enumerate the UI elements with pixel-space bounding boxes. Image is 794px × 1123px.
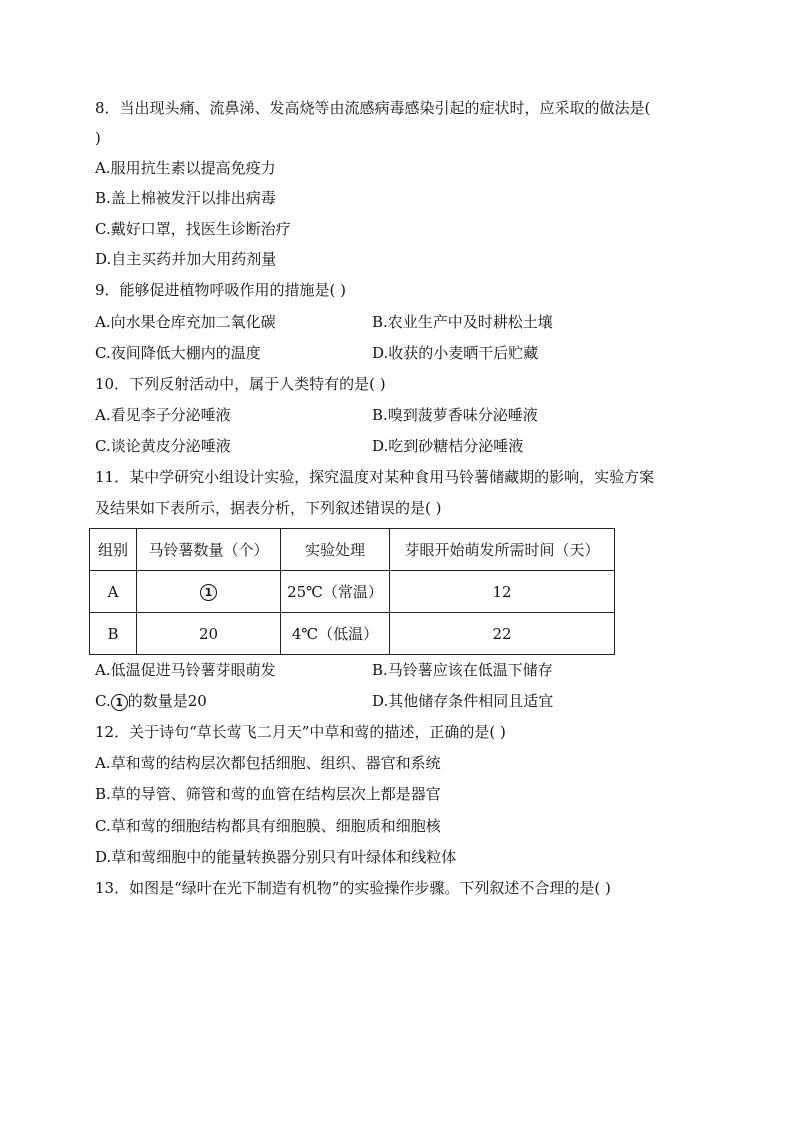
table-header-cell: 实验处理 [281,529,390,571]
table-cell: 25℃（常温） [281,571,390,613]
q10-option-c: C.谈论黄皮分泌唾液 [95,437,231,455]
q8-option-d: D.自主买药并加大用药剂量 [95,250,277,268]
circled-number-1: 1 [111,694,128,711]
q8-stem-line2: ) [95,129,101,147]
q11-option-d: D.其他储存条件相同且适宜 [372,692,554,710]
table-header-cell: 芽眼开始萌发所需时间（天） [390,529,615,571]
q11-stem-line1: 11．某中学研究小组设计实验，探究温度对某种食用马铃薯储藏期的影响，实验方案 [95,468,655,486]
q10-option-b: B.嗅到菠萝香味分泌唾液 [372,406,538,424]
table-row [90,571,615,613]
table-header-cell: 组别 [90,529,137,571]
table-cell: 22 [390,613,615,655]
q12-option-a: A.草和莺的结构层次都包括细胞、组织、器官和系统 [95,754,441,772]
q8-stem-line1: 8．当出现头痛、流鼻涕、发高烧等由流感病毒感染引起的症状时，应采取的做法是( [95,99,651,117]
q11-option-c-prefix: C. [95,692,111,710]
q11-stem-line2: 及结果如下表所示，据表分析，下列叙述错误的是( ) [95,499,442,517]
q10-option-a: A.看见李子分泌唾液 [95,406,231,424]
table-row [90,613,615,655]
q9-stem: 9．能够促进植物呼吸作用的措施是( ) [95,281,347,299]
table-cell [137,571,281,613]
q11-option-a: A.低温促进马铃薯芽眼萌发 [95,661,276,679]
q8-option-b: B.盖上棉被发汗以排出病毒 [95,189,276,207]
table-header-cell: 马铃薯数量（个） [137,529,281,571]
q12-option-b: B.草的导管、筛管和莺的血管在结构层次上都是器官 [95,785,441,803]
table-cell: A [90,571,137,613]
table-cell: 12 [390,571,615,613]
q9-option-c: C.夜间降低大棚内的温度 [95,344,261,362]
experiment-table [89,528,615,655]
q9-option-a: A.向水果仓库充加二氧化碳 [95,313,276,331]
q11-option-b: B.马铃薯应该在低温下储存 [372,661,553,679]
q8-option-c: C.戴好口罩，找医生诊断治疗 [95,220,291,238]
q11-option-c [95,691,207,711]
q9-option-b: B.农业生产中及时耕松土壤 [372,313,553,331]
q12-option-c: C.草和莺的细胞结构都具有细胞膜、细胞质和细胞核 [95,817,441,835]
table-cell: 20 [137,613,281,655]
q12-option-d: D.草和莺细胞中的能量转换器分别只有叶绿体和线粒体 [95,848,457,866]
table-cell: B [90,613,137,655]
q9-option-d: D.收获的小麦晒干后贮藏 [372,344,539,362]
q12-stem: 12．关于诗句“草长莺飞二月天”中草和莺的描述，正确的是( ) [95,723,506,741]
q8-option-a: A.服用抗生素以提高免疫力 [95,159,276,177]
circled-number-1: 1 [200,584,217,601]
table-cell: 4℃（低温） [281,613,390,655]
q11-option-c-text: 的数量是20 [127,692,207,710]
q13-stem: 13．如图是“绿叶在光下制造有机物”的实验操作步骤。下列叙述不合理的是( ) [95,879,611,897]
q10-stem: 10．下列反射活动中，属于人类特有的是( ) [95,375,386,393]
q10-option-d: D.吃到砂糖桔分泌唾液 [372,437,524,455]
table-header-row [90,529,615,571]
